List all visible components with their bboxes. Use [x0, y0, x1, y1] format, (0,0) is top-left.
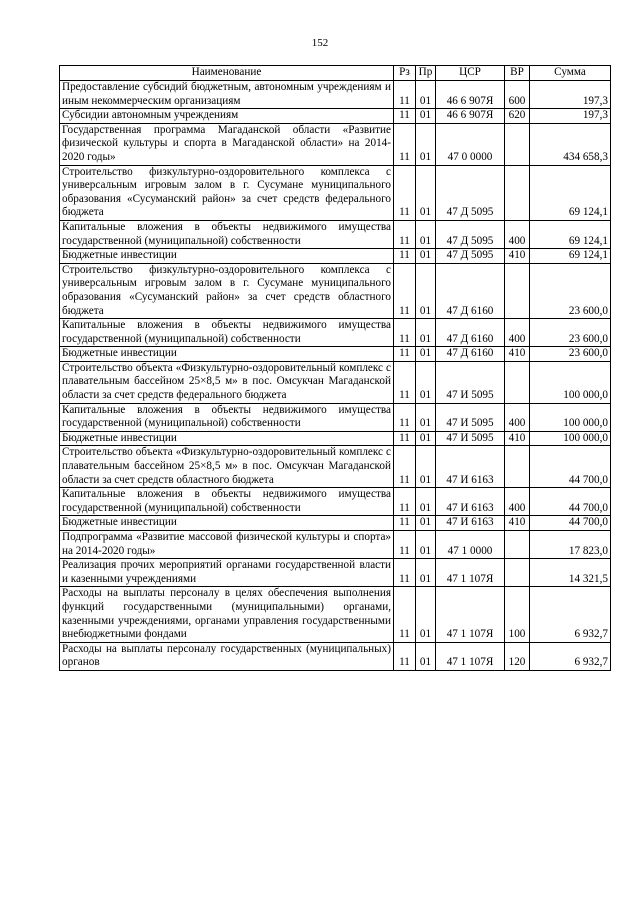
row-sum: 100 000,0: [530, 361, 611, 403]
row-vr: 400: [505, 488, 530, 516]
row-rz: 11: [394, 109, 416, 124]
table-row: [60, 347, 611, 362]
row-sum: 23 600,0: [530, 263, 611, 318]
row-name: Бюджетные инвестиции: [60, 249, 394, 264]
row-vr: [505, 263, 530, 318]
column-header-rz: Рз: [394, 66, 416, 81]
row-vr: 410: [505, 516, 530, 531]
row-name: Строительство физкультурно-оздоровительного комплекса с универсальным игровым залом в г. Сусумане муниципального образования «Сусуманский район» за счет средств федерального бюджета: [60, 165, 394, 220]
row-pr: 01: [416, 81, 436, 109]
row-sum: 100 000,0: [530, 431, 611, 446]
row-csr: 47 И 6163: [436, 516, 505, 531]
row-name: Подпрограмма «Развитие массовой физической культуры и спорта» на 2014-2020 годы»: [60, 531, 394, 559]
row-vr: 120: [505, 642, 530, 670]
row-rz: 11: [394, 220, 416, 248]
row-csr: 46 6 907Я: [436, 81, 505, 109]
row-rz: 11: [394, 531, 416, 559]
row-pr: 01: [416, 559, 436, 587]
table-row: [60, 559, 611, 587]
row-pr: 01: [416, 263, 436, 318]
table-row: [60, 109, 611, 124]
row-csr: 47 1 0000: [436, 531, 505, 559]
table-row: [60, 123, 611, 165]
row-name: Бюджетные инвестиции: [60, 347, 394, 362]
table-row: [60, 165, 611, 220]
row-name: Строительство объекта «Физкультурно-оздоровительный комплекс с плавательным бассейном 25×8,5 м» в пос. Омсукчан Магаданской области за счет средств областного бюджета: [60, 446, 394, 488]
row-pr: 01: [416, 531, 436, 559]
row-pr: 01: [416, 587, 436, 642]
row-csr: 47 И 5095: [436, 361, 505, 403]
row-csr: 47 1 107Я: [436, 587, 505, 642]
row-pr: 01: [416, 361, 436, 403]
row-rz: 11: [394, 642, 416, 670]
table-row: [60, 220, 611, 248]
row-name: Капитальные вложения в объекты недвижимого имущества государственной (муниципальной) собственности: [60, 403, 394, 431]
row-sum: 44 700,0: [530, 488, 611, 516]
table-header-row: [60, 66, 611, 81]
row-vr: 410: [505, 347, 530, 362]
row-csr: 46 6 907Я: [436, 109, 505, 124]
row-rz: 11: [394, 446, 416, 488]
row-rz: 11: [394, 165, 416, 220]
column-header-name: Наименование: [60, 66, 394, 81]
row-vr: 400: [505, 220, 530, 248]
table-row: [60, 81, 611, 109]
row-vr: 410: [505, 249, 530, 264]
row-vr: [505, 165, 530, 220]
row-name: Реализация прочих мероприятий органами государственной власти и казенными учреждениями: [60, 559, 394, 587]
table-row: [60, 516, 611, 531]
row-vr: [505, 559, 530, 587]
row-name: Капитальные вложения в объекты недвижимого имущества государственной (муниципальной) собственности: [60, 488, 394, 516]
table-row: [60, 488, 611, 516]
table-row: [60, 319, 611, 347]
row-sum: 6 932,7: [530, 587, 611, 642]
row-pr: 01: [416, 109, 436, 124]
row-sum: 69 124,1: [530, 220, 611, 248]
row-sum: 14 321,5: [530, 559, 611, 587]
row-vr: 100: [505, 587, 530, 642]
row-rz: 11: [394, 559, 416, 587]
table-row: [60, 249, 611, 264]
row-name: Капитальные вложения в объекты недвижимого имущества государственной (муниципальной) собственности: [60, 319, 394, 347]
row-name: Капитальные вложения в объекты недвижимого имущества государственной (муниципальной) собственности: [60, 220, 394, 248]
table-row: [60, 403, 611, 431]
row-name: Субсидии автономным учреждениям: [60, 109, 394, 124]
row-pr: 01: [416, 220, 436, 248]
column-header-vr: ВР: [505, 66, 530, 81]
row-name: Бюджетные инвестиции: [60, 516, 394, 531]
row-sum: 197,3: [530, 109, 611, 124]
row-pr: 01: [416, 123, 436, 165]
column-header-sum: Сумма: [530, 66, 611, 81]
row-sum: 69 124,1: [530, 165, 611, 220]
table-row: [60, 431, 611, 446]
row-pr: 01: [416, 488, 436, 516]
row-vr: 620: [505, 109, 530, 124]
row-csr: 47 И 6163: [436, 488, 505, 516]
row-vr: [505, 531, 530, 559]
row-pr: 01: [416, 403, 436, 431]
table-row: [60, 263, 611, 318]
row-rz: 11: [394, 123, 416, 165]
row-sum: 17 823,0: [530, 531, 611, 559]
row-rz: 11: [394, 319, 416, 347]
row-csr: 47 И 5095: [436, 403, 505, 431]
row-pr: 01: [416, 347, 436, 362]
row-sum: 44 700,0: [530, 516, 611, 531]
row-rz: 11: [394, 516, 416, 531]
row-csr: 47 И 6163: [436, 446, 505, 488]
row-vr: [505, 446, 530, 488]
row-rz: 11: [394, 403, 416, 431]
row-vr: 600: [505, 81, 530, 109]
row-name: Расходы на выплаты персоналу в целях обеспечения выполнения функций государственными (муниципальными) органами, казенными учреждениями, органами управления государственными внебюджетными фондами: [60, 587, 394, 642]
budget-table: [59, 65, 611, 671]
table-row: [60, 361, 611, 403]
table-row: [60, 642, 611, 670]
table-row: [60, 587, 611, 642]
table-row: [60, 531, 611, 559]
row-csr: 47 Д 5095: [436, 249, 505, 264]
row-pr: 01: [416, 516, 436, 531]
row-name: Бюджетные инвестиции: [60, 431, 394, 446]
row-vr: [505, 123, 530, 165]
column-header-pr: Пр: [416, 66, 436, 81]
row-sum: 100 000,0: [530, 403, 611, 431]
row-csr: 47 И 5095: [436, 431, 505, 446]
row-csr: 47 Д 5095: [436, 220, 505, 248]
row-csr: 47 Д 6160: [436, 319, 505, 347]
row-vr: 410: [505, 431, 530, 446]
row-pr: 01: [416, 249, 436, 264]
row-vr: 400: [505, 403, 530, 431]
row-csr: 47 Д 6160: [436, 263, 505, 318]
row-sum: 69 124,1: [530, 249, 611, 264]
table-row: [60, 446, 611, 488]
row-sum: 6 932,7: [530, 642, 611, 670]
row-pr: 01: [416, 446, 436, 488]
row-csr: 47 0 0000: [436, 123, 505, 165]
row-name: Предоставление субсидий бюджетным, автономным учреждениям и иным некоммерческим организациям: [60, 81, 394, 109]
row-rz: 11: [394, 361, 416, 403]
row-csr: 47 1 107Я: [436, 559, 505, 587]
row-rz: 11: [394, 488, 416, 516]
row-rz: 11: [394, 263, 416, 318]
row-sum: 23 600,0: [530, 347, 611, 362]
row-name: Расходы на выплаты персоналу государственных (муниципальных) органов: [60, 642, 394, 670]
row-csr: 47 1 107Я: [436, 642, 505, 670]
row-name: Строительство объекта «Физкультурно-оздоровительный комплекс с плавательным бассейном 25×8,5 м» в пос. Омсукчан Магаданской области за счет средств федерального бюджета: [60, 361, 394, 403]
row-pr: 01: [416, 642, 436, 670]
row-name: Государственная программа Магаданской области «Развитие физической культуры и спорта в Магаданской области» на 2014-2020 годы»: [60, 123, 394, 165]
row-sum: 197,3: [530, 81, 611, 109]
row-name: Строительство физкультурно-оздоровительного комплекса с универсальным игровым залом в г. Сусумане муниципального образования «Сусуманский район» за счет средств областного бюджета: [60, 263, 394, 318]
row-sum: 434 658,3: [530, 123, 611, 165]
row-rz: 11: [394, 81, 416, 109]
row-csr: 47 Д 5095: [436, 165, 505, 220]
row-rz: 11: [394, 249, 416, 264]
row-pr: 01: [416, 165, 436, 220]
page-number: 152: [311, 37, 329, 49]
row-vr: [505, 361, 530, 403]
row-csr: 47 Д 6160: [436, 347, 505, 362]
row-pr: 01: [416, 319, 436, 347]
row-pr: 01: [416, 431, 436, 446]
column-header-csr: ЦСР: [436, 66, 505, 81]
row-rz: 11: [394, 347, 416, 362]
row-vr: 400: [505, 319, 530, 347]
row-sum: 44 700,0: [530, 446, 611, 488]
row-rz: 11: [394, 587, 416, 642]
row-sum: 23 600,0: [530, 319, 611, 347]
row-rz: 11: [394, 431, 416, 446]
